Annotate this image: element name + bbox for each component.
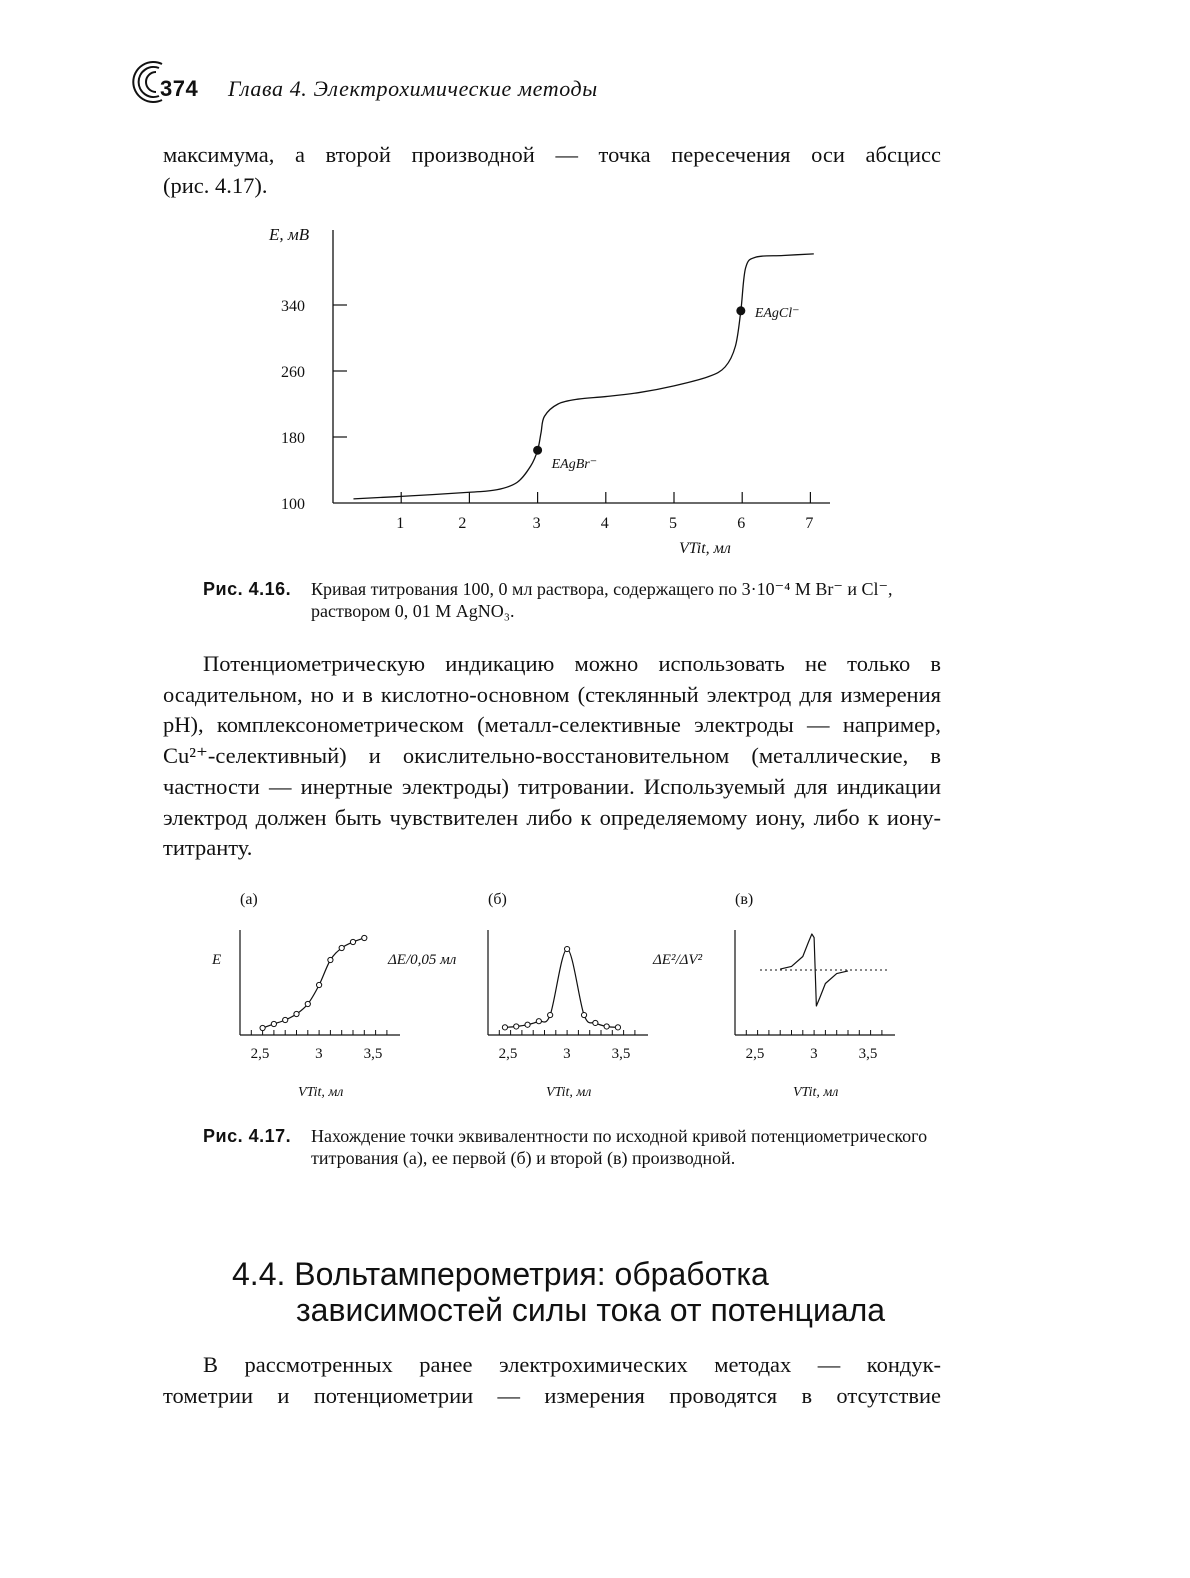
fig417-xtick-label: 3 [563, 1046, 571, 1062]
fig417-ylabel: ΔE/0,05 мл [388, 952, 457, 968]
fig416-xtick-label: 5 [669, 515, 677, 532]
fig417-panel-1 [211, 891, 400, 1100]
fig417-xtick-label: 3,5 [363, 1046, 383, 1062]
fig417-ylabel: E [212, 952, 222, 968]
fig417-data-point [260, 1025, 265, 1030]
fig417-data-point [294, 1011, 299, 1016]
fig416-xtick-label: 7 [805, 515, 814, 532]
fig416-xtick-label: 6 [737, 515, 746, 532]
closing-line-2: тометрии и потенциометрии — измерения проводятся в отсутствие [163, 1382, 941, 1408]
fig416-ytick-label: 340 [281, 298, 305, 315]
fig417-data-point [548, 1012, 553, 1017]
figure-4-17 [200, 880, 900, 1105]
fig417-data-point [350, 939, 355, 944]
caption-text: Нахождение точки эквивалентности по исходной кривой потенциометрического титрования (а), ее первой (б) и второй (в) производной. [311, 1126, 928, 1168]
fig417-panel-tag: (б) [488, 891, 507, 908]
body-paragraph-text: Потенциометрическую индикацию можно использовать не только в осадительном, но и в кислотно-основном (стеклянный электрод для измерения pH), комплексонометрическом (металл-селективные электроды — например, Cu²⁺-селективный) и окислительно-восстановительном (металлические, в частности — инертные электроды) титровании. Используемый для индикации электрод должен быть чувствителен либо к определяемому иону, либо к иону-титранту. [163, 651, 941, 861]
fig417-xtick-label: 3 [810, 1046, 818, 1062]
fig417-panel-tag: (а) [240, 891, 258, 908]
fig417-data-point [593, 1020, 598, 1025]
fig416-point-label: EAgBr⁻ [551, 457, 598, 473]
fig417-xtick-label: 2,5 [498, 1046, 518, 1062]
fig417-xtick-label: 2,5 [250, 1046, 270, 1062]
fig416-ytick-label: 260 [281, 364, 305, 381]
caption-label: Рис. 4.16. [203, 579, 292, 599]
figure-4-16 [255, 220, 855, 565]
intro-line-2: (рис. 4.17). [163, 172, 268, 198]
closing-line-1: В рассмотренных ранее электрохимических методах — кондук- [203, 1352, 941, 1377]
figure-4-17-caption [203, 1125, 943, 1169]
fig417-data-point [283, 1017, 288, 1022]
fig417-data-point [514, 1024, 519, 1029]
fig417-xlabel: VTit, мл [793, 1085, 839, 1100]
fig417-ylabel: ΔE²/ΔV² [653, 952, 703, 968]
fig417-data-point [328, 957, 333, 962]
fig417-xtick-label: 3 [315, 1046, 323, 1062]
fig417-xtick-label: 3,5 [611, 1046, 631, 1062]
fig417-data-point [604, 1024, 609, 1029]
running-header: Глава 4. Электрохимические методы [228, 76, 598, 101]
fig417-panel-2 [387, 891, 648, 1100]
closing-text [163, 1350, 941, 1411]
fig416-xtick-label: 2 [458, 515, 467, 532]
caption-label: Рис. 4.17. [203, 1126, 292, 1146]
fig417-panel-3 [652, 891, 895, 1100]
fig417-data-point [525, 1022, 530, 1027]
figure-4-16-caption [203, 578, 943, 622]
fig417-xlabel: VTit, мл [546, 1085, 592, 1100]
section-title [232, 1256, 885, 1328]
fig416-ytick-label: 100 [281, 496, 305, 513]
fig417-data-point [502, 1025, 507, 1030]
fig417-data-point [317, 982, 322, 987]
fig417-xtick-label: 2,5 [745, 1046, 765, 1062]
fig417-panel-tag: (в) [735, 891, 754, 908]
fig417-curve [263, 938, 365, 1028]
fig416-xtick-label: 4 [600, 515, 609, 532]
caption-text: Кривая титрования 100, 0 мл раствора, содержащего по 3·10⁻⁴ М Br⁻ и Cl⁻, раствором 0, 01 М AgNO₃. [311, 579, 893, 621]
fig417-xlabel: VTit, мл [298, 1085, 344, 1100]
fig417-xtick-label: 3,5 [858, 1046, 878, 1062]
fig417-data-point [536, 1019, 541, 1024]
body-paragraph [163, 649, 941, 864]
fig416-xtick-label: 1 [396, 515, 405, 532]
page-number: 374 [160, 76, 199, 101]
fig417-data-point [581, 1012, 586, 1017]
fig416-xtick-label: 3 [532, 515, 541, 532]
fig417-data-point [565, 946, 570, 951]
intro-text [163, 140, 941, 201]
fig417-data-point [362, 935, 367, 940]
fig416-point-label: EAgCl⁻ [754, 305, 800, 321]
section-title-line-1: 4.4. Вольтамперометрия: обработка [232, 1256, 769, 1292]
fig417-data-point [615, 1025, 620, 1030]
section-title-line-2: зависимостей силы тока от потенциала [296, 1292, 886, 1328]
fig417-data-point [271, 1021, 276, 1026]
fig417-curve [505, 949, 618, 1027]
fig416-ytick-label: 180 [281, 430, 305, 447]
fig416-equivalence-point [533, 446, 542, 455]
fig416-equivalence-point [736, 306, 745, 315]
fig417-data-point [339, 945, 344, 950]
fig417-data-point [305, 1001, 310, 1006]
fig416-ylabel: E, мВ [269, 225, 310, 244]
intro-line-1: максимума, а второй производной — точка пересечения оси абсцисс [163, 142, 941, 167]
fig416-xlabel: VTit, мл [679, 540, 731, 557]
